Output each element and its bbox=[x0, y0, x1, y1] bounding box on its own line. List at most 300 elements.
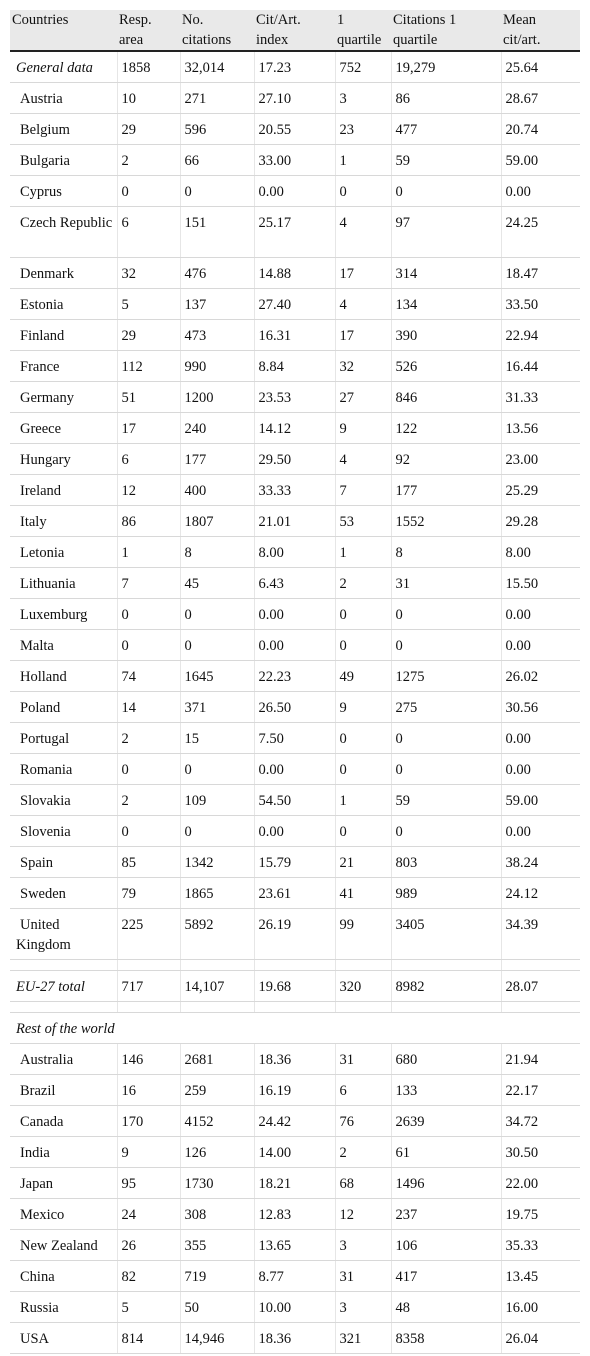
cell-mean-cit-art: 33.50 bbox=[501, 288, 580, 319]
country-label: Denmark bbox=[20, 265, 74, 282]
cell-first-quartile: 27 bbox=[335, 381, 391, 412]
cell-citations: 151 bbox=[180, 206, 254, 257]
cell-country bbox=[10, 877, 117, 908]
country-label: Slovenia bbox=[20, 823, 71, 840]
cell-country bbox=[10, 908, 117, 959]
table-row bbox=[10, 1105, 580, 1136]
cell-country bbox=[10, 113, 117, 144]
cell-country bbox=[10, 629, 117, 660]
cell-country bbox=[10, 660, 117, 691]
table-row bbox=[10, 877, 580, 908]
cell-mean-cit-art: 24.25 bbox=[501, 206, 580, 257]
spacer-cell bbox=[391, 1001, 501, 1012]
column-header-line: citations bbox=[182, 32, 232, 48]
cell-first-quartile: 320 bbox=[335, 970, 391, 1001]
cell-country bbox=[10, 505, 117, 536]
column-header-line: Citations 1 bbox=[393, 12, 457, 28]
cell-resp-area: 0 bbox=[117, 598, 180, 629]
column-header-line: Cit/Art. bbox=[256, 12, 301, 28]
cell-cit-art-index: 33.00 bbox=[254, 144, 335, 175]
table-row bbox=[10, 1074, 580, 1105]
table-row bbox=[10, 474, 580, 505]
spacer-cell bbox=[10, 959, 117, 970]
country-label: Portugal bbox=[20, 730, 70, 747]
cell-resp-area: 5 bbox=[117, 288, 180, 319]
spacer-row bbox=[10, 1001, 580, 1012]
cell-first-quartile: 17 bbox=[335, 319, 391, 350]
column-header-line: cit/art. bbox=[503, 32, 541, 48]
cell-citations: 1645 bbox=[180, 660, 254, 691]
cell-first-quartile: 752 bbox=[335, 51, 391, 82]
cell-resp-area: 5 bbox=[117, 1291, 180, 1322]
country-label: USA bbox=[20, 1330, 50, 1347]
cell-first-quartile: 0 bbox=[335, 753, 391, 784]
cell-country bbox=[10, 536, 117, 567]
table-row bbox=[10, 598, 580, 629]
cell-country bbox=[10, 319, 117, 350]
cell-cit-art-index: 0.00 bbox=[254, 629, 335, 660]
country-label: Romania bbox=[20, 761, 73, 778]
cell-citations-first-quartile: 3405 bbox=[391, 908, 501, 959]
country-label: Hungary bbox=[20, 451, 71, 468]
cell-first-quartile: 0 bbox=[335, 815, 391, 846]
cell-citations-first-quartile: 122 bbox=[391, 412, 501, 443]
country-label: Australia bbox=[20, 1051, 74, 1068]
cell-citations-first-quartile: 526 bbox=[391, 350, 501, 381]
table-row bbox=[10, 753, 580, 784]
cell-first-quartile: 2 bbox=[335, 1136, 391, 1167]
cell-citations: 1807 bbox=[180, 505, 254, 536]
citations-table bbox=[10, 10, 580, 1354]
cell-citations-first-quartile: 19,279 bbox=[391, 51, 501, 82]
cell-resp-area: 82 bbox=[117, 1260, 180, 1291]
cell-citations: 8 bbox=[180, 536, 254, 567]
cell-citations: 0 bbox=[180, 175, 254, 206]
cell-cit-art-index: 23.61 bbox=[254, 877, 335, 908]
cell-citations: 15 bbox=[180, 722, 254, 753]
spacer-cell bbox=[180, 959, 254, 970]
cell-mean-cit-art: 22.00 bbox=[501, 1167, 580, 1198]
cell-cit-art-index: 8.77 bbox=[254, 1260, 335, 1291]
cell-citations: 473 bbox=[180, 319, 254, 350]
cell-first-quartile: 32 bbox=[335, 350, 391, 381]
cell-cit-art-index: 15.79 bbox=[254, 846, 335, 877]
cell-cit-art-index: 26.19 bbox=[254, 908, 335, 959]
cell-mean-cit-art: 15.50 bbox=[501, 567, 580, 598]
cell-mean-cit-art: 59.00 bbox=[501, 144, 580, 175]
cell-cit-art-index: 14.00 bbox=[254, 1136, 335, 1167]
cell-first-quartile: 0 bbox=[335, 175, 391, 206]
cell-country bbox=[10, 846, 117, 877]
cell-resp-area: 12 bbox=[117, 474, 180, 505]
cell-resp-area: 74 bbox=[117, 660, 180, 691]
cell-citations-first-quartile: 0 bbox=[391, 629, 501, 660]
cell-first-quartile: 76 bbox=[335, 1105, 391, 1136]
cell-mean-cit-art: 29.28 bbox=[501, 505, 580, 536]
spacer-cell bbox=[254, 1001, 335, 1012]
cell-mean-cit-art: 0.00 bbox=[501, 175, 580, 206]
spacer-cell bbox=[117, 1001, 180, 1012]
column-header-resp-area bbox=[117, 10, 180, 51]
cell-resp-area: 112 bbox=[117, 350, 180, 381]
cell-mean-cit-art: 26.02 bbox=[501, 660, 580, 691]
cell-resp-area: 24 bbox=[117, 1198, 180, 1229]
cell-cit-art-index: 17.23 bbox=[254, 51, 335, 82]
cell-mean-cit-art: 35.33 bbox=[501, 1229, 580, 1260]
country-label: Japan bbox=[20, 1175, 54, 1192]
cell-first-quartile: 7 bbox=[335, 474, 391, 505]
country-label: Ireland bbox=[20, 482, 62, 499]
cell-mean-cit-art: 59.00 bbox=[501, 784, 580, 815]
column-header-line: Resp. bbox=[119, 12, 152, 28]
country-label: Greece bbox=[20, 420, 62, 437]
country-label: Canada bbox=[20, 1113, 64, 1130]
cell-resp-area: 1858 bbox=[117, 51, 180, 82]
cell-mean-cit-art: 18.47 bbox=[501, 257, 580, 288]
cell-cit-art-index: 7.50 bbox=[254, 722, 335, 753]
cell-cit-art-index: 13.65 bbox=[254, 1229, 335, 1260]
table-row bbox=[10, 567, 580, 598]
country-label: Sweden bbox=[20, 885, 66, 902]
cell-citations: 240 bbox=[180, 412, 254, 443]
cell-citations-first-quartile: 417 bbox=[391, 1260, 501, 1291]
country-label: Luxemburg bbox=[20, 606, 88, 623]
cell-country bbox=[10, 350, 117, 381]
cell-citations-first-quartile: 8 bbox=[391, 536, 501, 567]
cell-first-quartile: 21 bbox=[335, 846, 391, 877]
cell-cit-art-index: 18.21 bbox=[254, 1167, 335, 1198]
cell-country bbox=[10, 175, 117, 206]
cell-citations-first-quartile: 680 bbox=[391, 1043, 501, 1074]
cell-cit-art-index: 12.83 bbox=[254, 1198, 335, 1229]
cell-resp-area: 32 bbox=[117, 257, 180, 288]
table-header bbox=[10, 10, 580, 51]
cell-mean-cit-art: 16.44 bbox=[501, 350, 580, 381]
cell-citations: 400 bbox=[180, 474, 254, 505]
cell-first-quartile: 3 bbox=[335, 1291, 391, 1322]
country-label: New Zealand bbox=[20, 1237, 98, 1254]
cell-country bbox=[10, 567, 117, 598]
table-row bbox=[10, 660, 580, 691]
table-row bbox=[10, 82, 580, 113]
table-row bbox=[10, 505, 580, 536]
table-row bbox=[10, 175, 580, 206]
cell-first-quartile: 3 bbox=[335, 82, 391, 113]
cell-mean-cit-art: 20.74 bbox=[501, 113, 580, 144]
cell-first-quartile: 99 bbox=[335, 908, 391, 959]
cell-resp-area: 86 bbox=[117, 505, 180, 536]
country-label: Poland bbox=[20, 699, 61, 716]
table-row bbox=[10, 206, 580, 257]
cell-citations-first-quartile: 133 bbox=[391, 1074, 501, 1105]
cell-cit-art-index: 27.40 bbox=[254, 288, 335, 319]
cell-citations-first-quartile: 314 bbox=[391, 257, 501, 288]
cell-first-quartile: 9 bbox=[335, 412, 391, 443]
cell-resp-area: 29 bbox=[117, 319, 180, 350]
cell-citations-first-quartile: 989 bbox=[391, 877, 501, 908]
spacer-cell bbox=[335, 959, 391, 970]
general-data-row bbox=[10, 51, 580, 82]
cell-mean-cit-art: 38.24 bbox=[501, 846, 580, 877]
table-row bbox=[10, 815, 580, 846]
country-label: Russia bbox=[20, 1299, 59, 1316]
section-heading-row bbox=[10, 1012, 580, 1043]
cell-citations-first-quartile: 1496 bbox=[391, 1167, 501, 1198]
cell-citations: 0 bbox=[180, 753, 254, 784]
spacer-cell bbox=[335, 1001, 391, 1012]
cell-cit-art-index: 18.36 bbox=[254, 1322, 335, 1353]
cell-resp-area: 170 bbox=[117, 1105, 180, 1136]
column-header-line: area bbox=[119, 32, 144, 48]
table-row bbox=[10, 319, 580, 350]
cell-mean-cit-art: 21.94 bbox=[501, 1043, 580, 1074]
cell-citations-first-quartile: 134 bbox=[391, 288, 501, 319]
cell-resp-area: 6 bbox=[117, 443, 180, 474]
cell-resp-area: 85 bbox=[117, 846, 180, 877]
cell-resp-area: 26 bbox=[117, 1229, 180, 1260]
cell-country bbox=[10, 722, 117, 753]
cell-resp-area: 16 bbox=[117, 1074, 180, 1105]
cell-resp-area: 14 bbox=[117, 691, 180, 722]
cell-first-quartile: 0 bbox=[335, 598, 391, 629]
cell-resp-area: 9 bbox=[117, 1136, 180, 1167]
cell-first-quartile: 17 bbox=[335, 257, 391, 288]
spacer-cell bbox=[254, 959, 335, 970]
country-label: Czech Republic bbox=[20, 214, 113, 231]
cell-citations-first-quartile: 92 bbox=[391, 443, 501, 474]
country-label: Slovakia bbox=[20, 792, 71, 809]
cell-citations: 0 bbox=[180, 629, 254, 660]
cell-resp-area: 0 bbox=[117, 629, 180, 660]
cell-country bbox=[10, 753, 117, 784]
cell-cit-art-index: 54.50 bbox=[254, 784, 335, 815]
cell-mean-cit-art: 8.00 bbox=[501, 536, 580, 567]
country-label: Belgium bbox=[20, 121, 70, 138]
table-row bbox=[10, 113, 580, 144]
cell-mean-cit-art: 25.29 bbox=[501, 474, 580, 505]
table-row bbox=[10, 1322, 580, 1353]
cell-resp-area: 0 bbox=[117, 175, 180, 206]
cell-mean-cit-art: 22.94 bbox=[501, 319, 580, 350]
cell-country bbox=[10, 691, 117, 722]
cell-mean-cit-art: 0.00 bbox=[501, 722, 580, 753]
column-header-mean-cit-art bbox=[501, 10, 580, 51]
cell-citations: 50 bbox=[180, 1291, 254, 1322]
country-label: United Kingdom bbox=[16, 916, 71, 953]
country-label: Mexico bbox=[20, 1206, 65, 1223]
cell-country bbox=[10, 412, 117, 443]
column-header-country bbox=[10, 10, 117, 51]
cell-resp-area: 95 bbox=[117, 1167, 180, 1198]
country-label: India bbox=[20, 1144, 50, 1161]
column-header-first-quartile bbox=[335, 10, 391, 51]
cell-first-quartile: 321 bbox=[335, 1322, 391, 1353]
cell-citations-first-quartile: 8358 bbox=[391, 1322, 501, 1353]
cell-country bbox=[10, 443, 117, 474]
cell-country bbox=[10, 1260, 117, 1291]
cell-resp-area: 814 bbox=[117, 1322, 180, 1353]
table-row bbox=[10, 350, 580, 381]
spacer-cell bbox=[10, 1001, 117, 1012]
cell-citations-first-quartile: 803 bbox=[391, 846, 501, 877]
cell-country bbox=[10, 1074, 117, 1105]
cell-country bbox=[10, 1136, 117, 1167]
cell-cit-art-index: 16.19 bbox=[254, 1074, 335, 1105]
cell-country bbox=[10, 51, 117, 82]
cell-resp-area: 10 bbox=[117, 82, 180, 113]
cell-citations: 32,014 bbox=[180, 51, 254, 82]
section-heading: Rest of the world bbox=[10, 1012, 580, 1043]
country-label: Malta bbox=[20, 637, 54, 654]
cell-citations-first-quartile: 0 bbox=[391, 722, 501, 753]
table-row bbox=[10, 288, 580, 319]
cell-citations: 0 bbox=[180, 598, 254, 629]
cell-mean-cit-art: 34.72 bbox=[501, 1105, 580, 1136]
cell-citations: 14,107 bbox=[180, 970, 254, 1001]
country-label: Spain bbox=[20, 854, 54, 871]
country-label: General data bbox=[16, 60, 93, 76]
cell-citations: 4152 bbox=[180, 1105, 254, 1136]
table-row bbox=[10, 381, 580, 412]
cell-resp-area: 6 bbox=[117, 206, 180, 257]
cell-first-quartile: 23 bbox=[335, 113, 391, 144]
cell-cit-art-index: 29.50 bbox=[254, 443, 335, 474]
cell-country bbox=[10, 1167, 117, 1198]
cell-citations: 1730 bbox=[180, 1167, 254, 1198]
cell-country bbox=[10, 1291, 117, 1322]
cell-citations-first-quartile: 0 bbox=[391, 598, 501, 629]
cell-cit-art-index: 14.12 bbox=[254, 412, 335, 443]
column-header-citations bbox=[180, 10, 254, 51]
table-row bbox=[10, 1260, 580, 1291]
cell-country bbox=[10, 257, 117, 288]
cell-resp-area: 2 bbox=[117, 144, 180, 175]
cell-citations: 308 bbox=[180, 1198, 254, 1229]
table-row bbox=[10, 1198, 580, 1229]
country-label: Cyprus bbox=[20, 183, 62, 200]
cell-citations: 109 bbox=[180, 784, 254, 815]
cell-cit-art-index: 10.00 bbox=[254, 1291, 335, 1322]
cell-country bbox=[10, 144, 117, 175]
cell-country bbox=[10, 1198, 117, 1229]
cell-cit-art-index: 21.01 bbox=[254, 505, 335, 536]
cell-citations: 0 bbox=[180, 815, 254, 846]
cell-resp-area: 17 bbox=[117, 412, 180, 443]
table-row bbox=[10, 536, 580, 567]
cell-citations: 719 bbox=[180, 1260, 254, 1291]
spacer-cell bbox=[501, 1001, 580, 1012]
cell-country bbox=[10, 1105, 117, 1136]
cell-citations: 476 bbox=[180, 257, 254, 288]
table-row bbox=[10, 1136, 580, 1167]
column-header-line: quartile bbox=[393, 32, 438, 48]
cell-country bbox=[10, 288, 117, 319]
cell-citations-first-quartile: 846 bbox=[391, 381, 501, 412]
cell-first-quartile: 1 bbox=[335, 144, 391, 175]
cell-first-quartile: 6 bbox=[335, 1074, 391, 1105]
cell-citations-first-quartile: 275 bbox=[391, 691, 501, 722]
column-header-line: Mean bbox=[503, 12, 537, 28]
table-row bbox=[10, 722, 580, 753]
cell-mean-cit-art: 0.00 bbox=[501, 753, 580, 784]
cell-first-quartile: 68 bbox=[335, 1167, 391, 1198]
cell-citations-first-quartile: 0 bbox=[391, 753, 501, 784]
column-header-line: index bbox=[256, 32, 289, 48]
cell-resp-area: 146 bbox=[117, 1043, 180, 1074]
cell-resp-area: 2 bbox=[117, 722, 180, 753]
cell-citations-first-quartile: 86 bbox=[391, 82, 501, 113]
spacer-cell bbox=[391, 959, 501, 970]
cell-resp-area: 225 bbox=[117, 908, 180, 959]
cell-mean-cit-art: 24.12 bbox=[501, 877, 580, 908]
cell-citations-first-quartile: 237 bbox=[391, 1198, 501, 1229]
cell-citations-first-quartile: 48 bbox=[391, 1291, 501, 1322]
cell-citations: 126 bbox=[180, 1136, 254, 1167]
cell-citations-first-quartile: 0 bbox=[391, 815, 501, 846]
cell-mean-cit-art: 13.45 bbox=[501, 1260, 580, 1291]
cell-mean-cit-art: 16.00 bbox=[501, 1291, 580, 1322]
cell-citations: 990 bbox=[180, 350, 254, 381]
country-label: Brazil bbox=[20, 1082, 56, 1099]
cell-resp-area: 0 bbox=[117, 753, 180, 784]
cell-citations: 596 bbox=[180, 113, 254, 144]
spacer-cell bbox=[180, 1001, 254, 1012]
cell-citations-first-quartile: 106 bbox=[391, 1229, 501, 1260]
cell-citations: 1342 bbox=[180, 846, 254, 877]
country-label: EU-27 total bbox=[16, 978, 85, 995]
country-label: Finland bbox=[20, 327, 65, 344]
cell-mean-cit-art: 26.04 bbox=[501, 1322, 580, 1353]
table-row bbox=[10, 784, 580, 815]
column-header-cit-art-index bbox=[254, 10, 335, 51]
cell-citations-first-quartile: 177 bbox=[391, 474, 501, 505]
cell-citations: 45 bbox=[180, 567, 254, 598]
cell-first-quartile: 2 bbox=[335, 567, 391, 598]
table-row bbox=[10, 1229, 580, 1260]
cell-first-quartile: 31 bbox=[335, 1260, 391, 1291]
cell-resp-area: 2 bbox=[117, 784, 180, 815]
cell-citations-first-quartile: 61 bbox=[391, 1136, 501, 1167]
cell-resp-area: 1 bbox=[117, 536, 180, 567]
cell-citations-first-quartile: 390 bbox=[391, 319, 501, 350]
cell-citations-first-quartile: 2639 bbox=[391, 1105, 501, 1136]
cell-citations-first-quartile: 59 bbox=[391, 784, 501, 815]
table-row bbox=[10, 846, 580, 877]
cell-resp-area: 717 bbox=[117, 970, 180, 1001]
country-label: Holland bbox=[20, 668, 67, 685]
table-row bbox=[10, 443, 580, 474]
cell-country bbox=[10, 598, 117, 629]
country-label: France bbox=[20, 358, 60, 375]
cell-first-quartile: 31 bbox=[335, 1043, 391, 1074]
cell-citations-first-quartile: 8982 bbox=[391, 970, 501, 1001]
cell-country bbox=[10, 82, 117, 113]
cell-first-quartile: 1 bbox=[335, 784, 391, 815]
cell-first-quartile: 12 bbox=[335, 1198, 391, 1229]
cell-mean-cit-art: 0.00 bbox=[501, 598, 580, 629]
cell-mean-cit-art: 13.56 bbox=[501, 412, 580, 443]
cell-mean-cit-art: 0.00 bbox=[501, 815, 580, 846]
cell-mean-cit-art: 25.64 bbox=[501, 51, 580, 82]
cell-country bbox=[10, 474, 117, 505]
cell-resp-area: 51 bbox=[117, 381, 180, 412]
cell-mean-cit-art: 30.50 bbox=[501, 1136, 580, 1167]
cell-citations: 5892 bbox=[180, 908, 254, 959]
cell-mean-cit-art: 30.56 bbox=[501, 691, 580, 722]
cell-cit-art-index: 0.00 bbox=[254, 815, 335, 846]
country-label: China bbox=[20, 1268, 55, 1285]
cell-country bbox=[10, 381, 117, 412]
